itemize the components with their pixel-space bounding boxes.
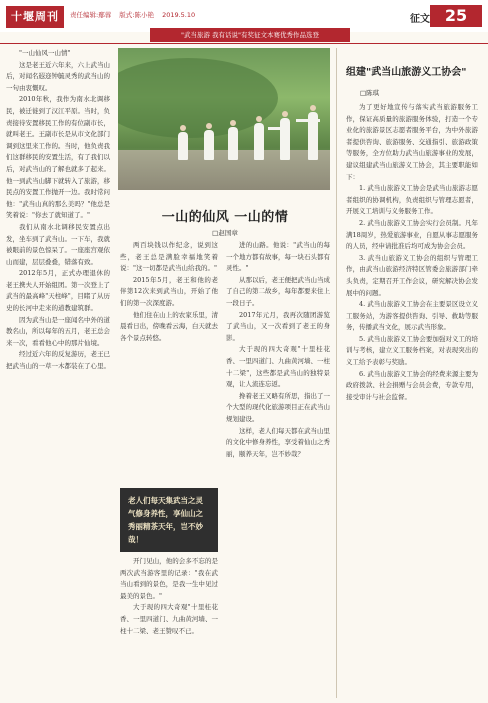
article1-author: □赵国章 xyxy=(212,229,238,237)
column-divider xyxy=(336,48,337,698)
article1-column-2b xyxy=(120,556,218,698)
paragraph: 2. 武当山旅游义工协会实行会员制。凡年满18周岁，热爱旅游事业，自愿从事志愿服务的人员，经申请批准后均可成为协会会员。 xyxy=(346,218,478,251)
paragraph: 为了更好地宣传与落实武当旅游服务工作，保证高质量的旅游服务体验，打造一个专业化的旅游景区志愿者服务平台，为中外旅游者提供咨询、旅游服务、交通指引、旅游政策等服务，全方位助力武当山旅游事业的发展，建议组建武当山旅游义工协会，其主要职能如下： xyxy=(346,103,478,181)
masthead-brand: 十堰周刊 xyxy=(6,6,64,28)
paragraph: 2015年5月，老王和他的老伴第12次来到武当山，开始了他们的第一次深度游。 xyxy=(120,275,218,307)
header-rule xyxy=(0,43,488,44)
contest-banner: "武当旅游 我有话说"有奖征文本赛优秀作品选登 xyxy=(150,28,350,42)
designer-credit: 版式:陈小艳 xyxy=(119,11,154,19)
paragraph: 3. 武当山旅游义工协会的组织与管理工作，由武当山旅游经济特区管委会旅游部门牵头负责，定期召开工作会议，研究解决协会发展中的问题。 xyxy=(346,253,478,297)
article-photo-tai-chi xyxy=(118,48,330,190)
paragraph: 5. 武当山旅游义工协会要加强对义工的培训与考核，建立义工服务档案，对表现突出的义工给予表彰与奖励。 xyxy=(346,334,478,367)
paragraph: 大于现的四大奇观"十里桂花香、一里四道门、九曲黄河墙、一柱十二梁、老王赞叹不已。 xyxy=(120,603,218,635)
article1-column-1 xyxy=(6,48,110,698)
paragraph: 这样，老人们每天都在武当山里的文化中修身养性，享受着仙山之秀丽，颐养天年，岂不妙哉？ xyxy=(226,426,330,458)
section-name: 征文 xyxy=(410,14,430,25)
paragraph: 2017年元月，我再次随团游览了武当山，又一次看到了老王的身影。 xyxy=(226,310,330,342)
issue-date: 2019.5.10 xyxy=(162,11,196,19)
paragraph: 4. 武当山旅游义工协会在主要景区设立义工服务站，为游客提供咨询、引导、救助等服务，传播武当文化，展示武当形象。 xyxy=(346,300,478,332)
article2-author: □陈琪 xyxy=(360,89,380,97)
paragraph: 搀着老王又略有所思，指出了一个大型的现代化旅游项目正在武当山规划建设。 xyxy=(226,391,330,423)
page-number: 25 xyxy=(430,5,482,27)
paragraph: 2010年秋，我作为南水北调移民，被迁徙到了汉江平原。当时，负责接待安置移民工作的有位副市长，就叫老王。王副市长是从市文化部门调到这里来工作的。当时，他负责我们这群移民的安置生活，有了我们以后，对武当山的了解也就多了起来。他一到武当山脚下就转入了旅游，移民点的安置工作抛开一边。我时常问他："武当山真的那么美吗？"他总是笑着说："你去了就知道了。" xyxy=(6,95,110,220)
paragraph: 他们住在山上的农家乐里，清晨看日出，傍晚看云海，白天就去各个景点转悠。 xyxy=(120,310,218,342)
paragraph: 从那以后，老王便把武当山当成了自己的第二故乡，每年都要来住上一段日子。 xyxy=(226,275,330,307)
paragraph: "一山仙风一山情" xyxy=(19,49,71,57)
paragraph: 2012年5月，正式办理退休的老王携夫人开始组团。第一次登上了武当的最高峰"天柱峰"，目睹了从历史的长河中走来的道教建筑群。 xyxy=(6,269,110,313)
paragraph: 我们从南水北调移民安置点出发，坐车到了武当山。一下车，我就被眼前的景色惊呆了。一座座宫观依山而建，层层叠叠，错落有致。 xyxy=(6,222,110,266)
article1-title: 一山的仙风 一山的情 xyxy=(161,210,289,225)
paragraph: 1. 武当山旅游义工协会是武当山旅游志愿者组织的协调机构，负责组织与管理志愿者，开展义工培训与义务服务工作。 xyxy=(346,184,478,216)
paragraph: 这是老王近六年来，六上武当山后，对闻名遐迩钟毓灵秀的武当山的一句由衷慨叹。 xyxy=(6,60,110,92)
pull-quote: 老人们每天集武当之灵气修身养性，享仙山之秀丽精茶天年，岂不妙哉！ xyxy=(120,488,218,552)
article1-column-2 xyxy=(120,240,218,484)
paragraph: 经过近六年的反复游历，老王已把武当山的一草一木都装在了心里。 xyxy=(6,350,110,371)
paragraph: 进的山路。他说："武当山的每一个地方都有故事，每一块石头都有灵性。" xyxy=(226,241,330,273)
article2-body xyxy=(346,102,478,698)
editor-credit: 责任编辑:鄢蓉 xyxy=(70,11,112,19)
paragraph: 两百块钱以作纪念，说到这些，老王总是满脸幸福地笑着说："这一切都是武当山给我的。" xyxy=(120,241,218,273)
article2-title: 组建"武当山旅游义工协会" xyxy=(346,67,467,78)
article1-column-3 xyxy=(226,240,330,698)
header-meta xyxy=(70,10,201,19)
paragraph: 开门见山，他的会多不忘的是两次武当游客里的记录："我在武当山看到的景色，是我一生中见过最美的景色。" xyxy=(120,557,218,600)
paragraph: 因为武当山是一座闻名中外的道教名山，所以每年的五月，老王总会来一次，看看他心中的那片仙境。 xyxy=(6,315,110,347)
paragraph: 大于现的四大奇观"十里桂花香、一里四道门、九曲黄河墙、一柱十二梁"，这些都是武当山的独特景观，让人流连忘返。 xyxy=(226,345,330,389)
paragraph: 6. 武当山旅游义工协会的经费来源主要为政府拨款、社会捐赠与会员会费，专款专用，接受审计与社会监督。 xyxy=(346,369,478,401)
